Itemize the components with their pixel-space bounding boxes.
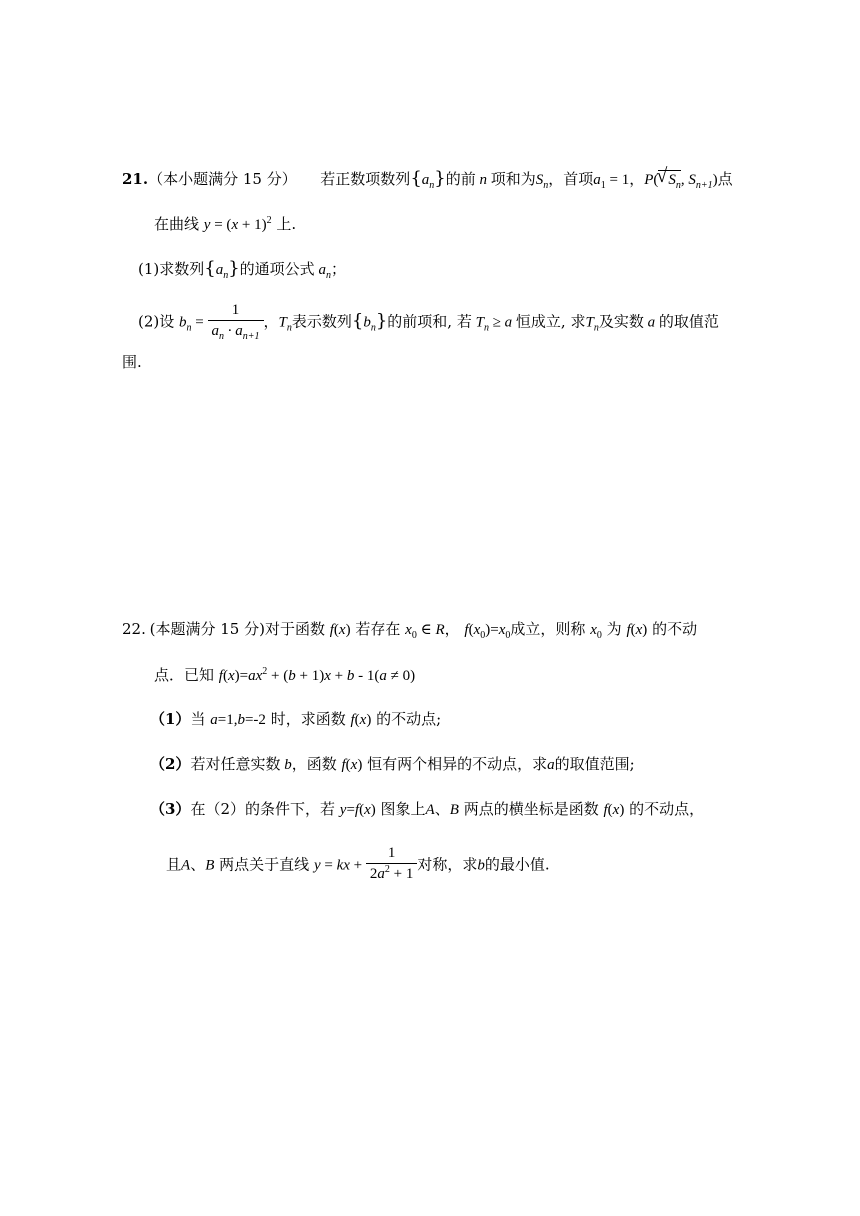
q22-text: 的取值范围; (554, 755, 635, 773)
q22-text: 当 (190, 710, 206, 728)
q21-text: 在曲线 (154, 215, 200, 233)
q22-text: 的不动点; (376, 710, 442, 728)
q22-part1: （1）当 a=1,b=-2 时，求函数 f(x) 的不动点; (150, 710, 442, 728)
q22-text: 点．已知 (154, 666, 215, 684)
q22-text: 为 (606, 620, 622, 638)
q21-curve-line: 在曲线 $y = (x + 1)^2$ 上. (154, 215, 297, 233)
q22-text: 的最小值. (484, 855, 550, 874)
q22-part1-label: （1） (150, 710, 191, 728)
q22-text: 恒有两个相异的不动点，求 (367, 755, 548, 773)
q22-number: 22. (122, 620, 146, 638)
q22-text: 对称，求 (417, 855, 478, 874)
q21-part2-wrap: 围. (122, 353, 142, 371)
q21-text: 项和为 (490, 170, 536, 188)
q21-text: 若正数项数列 (320, 170, 411, 188)
q21-part1-label: (1) (138, 260, 160, 278)
q21-fraction: $\frac{1}{a_n \cdot a_{n+1}}$ (208, 300, 264, 341)
q22-part3: （3）在（2）的条件下，若 y=f(x) 图象上A、B 两点的横坐标是函数 f(x) 的不动点， (150, 800, 705, 818)
q21-text: 求数列 (159, 260, 205, 278)
q21-part2-label: (2) (138, 312, 160, 331)
q22-part2-label: （2） (150, 755, 191, 773)
q22-text: ， (444, 620, 460, 638)
q22-text: 的不动点， (629, 800, 705, 818)
q22-text: 成立，则称 (510, 620, 586, 638)
q21-text: 恒成立, 求 (515, 312, 586, 331)
q21-text: ； (330, 260, 346, 278)
q22-part3-label: （3） (150, 800, 191, 818)
q22-text: 若存在 (355, 620, 401, 638)
q22-text: 在（2）的条件下，若 (190, 800, 335, 818)
q21-text: ，首项 (548, 170, 594, 188)
q21-stem-line: 21.（本小题满分 15 分） 若正数项数列$\{a_n\}$的前 n 项和为$S_n$，首项$a_1 = 1$，P(√ $S_n$, $S_{n+1}$)点 (122, 168, 733, 191)
q22-text: 对于函数 (264, 620, 325, 638)
q22-text: 两点的横坐标是函数 (463, 800, 599, 818)
q21-part1: (1)求数列$\{a_n\}$的通项公式 $a_n$； (138, 258, 346, 281)
q21-number: 21. (122, 170, 149, 188)
q21-text: 的前项和, 若 (387, 312, 472, 331)
q22-text: 图象上 (380, 800, 426, 818)
q22-text: 的不动 (652, 620, 698, 638)
q21-text: 点 (717, 170, 733, 188)
q21-text: ， (263, 312, 279, 331)
q21-text: 的通项公式 (239, 260, 315, 278)
q22-text: 时，求函数 (270, 710, 346, 728)
q22-function-line: 点．已知 $f(x)=ax^2 + (b + 1)x + b - 1(a \ne 0)$ (154, 666, 416, 684)
q21-text: 上. (276, 215, 297, 233)
q22-part3-line2: 且A、B 两点关于直线 y = kx + $\frac{1}{2a^2 + 1}$ 对称，求b的最小值. (166, 845, 550, 882)
q22-part2: （2）若对任意实数 b，函数 f(x) 恒有两个相异的不动点，求a的取值范围; (150, 755, 635, 773)
q22-text: 且 (166, 855, 182, 874)
q21-text: 的前 (445, 170, 476, 188)
q21-text: 设 (159, 312, 175, 331)
q22-text: 、 (434, 800, 450, 818)
q22-text: ，函数 (291, 755, 337, 773)
q22-fraction: $\frac{1}{2a^2 + 1}$ (366, 843, 417, 884)
q21-part2: (2)设 $b_n$ = $\frac{1}{a_n \cdot a_{n+1}}$ ，$T_n$表示数列$\{b_n\}$的前项和, 若 $T_n \ge a$ 恒成立, 求$T_n$及实数 a 的取值范 (138, 302, 719, 342)
q21-text: 及实数 (598, 312, 644, 331)
q22-text: 两点关于直线 (219, 855, 310, 874)
q21-text: 表示数列 (291, 312, 352, 331)
q22-stem-line: 22. (本题满分 15 分)对于函数 f(x) 若存在 $x_0$ ∈ R， $f(x_0)=x_0$成立，则称 $x_0$ 为 f(x) 的不动 (122, 620, 698, 641)
q22-points: (本题满分 15 分) (149, 620, 265, 638)
q21-text: 的取值范 (658, 312, 719, 331)
q22-text: 若对任意实数 (190, 755, 281, 773)
q22-text: 、 (190, 855, 206, 874)
q21-points: （本小题满分 15 分） (148, 170, 297, 188)
